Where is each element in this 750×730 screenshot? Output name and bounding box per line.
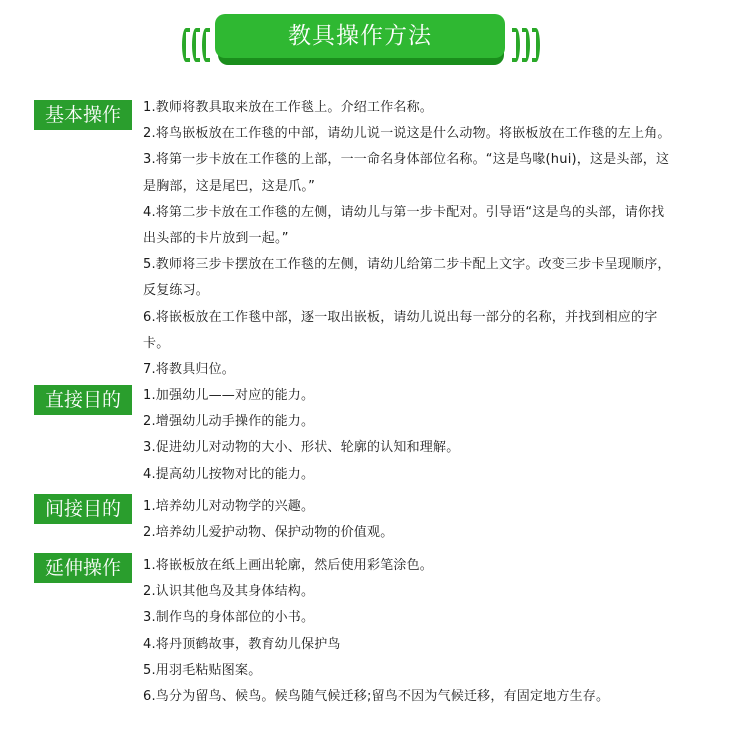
left-bracket-3 <box>202 28 210 62</box>
text-line: 2.增强幼儿动手操作的能力。 <box>143 414 315 430</box>
text-line: 1.教师将教具取来放在工作毯上。介绍工作名称。 <box>143 100 434 115</box>
right-bracket-3 <box>532 28 540 62</box>
left-bracket-2 <box>192 28 200 62</box>
section-label: 延伸操作 <box>34 553 132 583</box>
text-line: 4.将第二步卡放在工作毯的左侧，请幼儿与第一步卡配对。引导语“这是鸟的头部，请你找 <box>143 204 665 220</box>
right-bracket-1 <box>512 28 520 62</box>
text-line: 5.教师将三步卡摆放在工作毯的左侧，请幼儿给第二步卡配上文字。改变三步卡呈现顺序， <box>143 257 671 273</box>
text-line: 3.制作鸟的身体部位的小书。 <box>143 610 315 626</box>
text-line: 5.用羽毛粘贴图案。 <box>143 662 262 678</box>
text-line: 2.认识其他鸟及其身体结构。 <box>143 584 315 600</box>
section-label: 直接目的 <box>34 385 132 415</box>
section-lines <box>143 383 733 488</box>
text-line: 2.培养幼儿爱护动物、保护动物的价值观。 <box>143 525 394 541</box>
left-bracket-1 <box>182 28 190 62</box>
text-line: 4.提高幼儿按物对比的能力。 <box>143 466 315 482</box>
text-line: 反复练习。 <box>143 283 210 299</box>
text-line: 7.将教具归位。 <box>143 361 236 377</box>
text-line: 1.加强幼儿——对应的能力。 <box>143 388 315 403</box>
text-line: 1.将嵌板放在纸上画出轮廓，然后使用彩笔涂色。 <box>143 558 434 573</box>
section-lines <box>143 553 733 710</box>
text-line: 出头部的卡片放到一起。” <box>143 230 289 246</box>
text-line: 3.将第一步卡放在工作毯的上部，一一命名身体部位名称。“这是鸟喙(hui)，这是头部，这 <box>143 152 670 168</box>
section-label: 基本操作 <box>34 100 132 130</box>
page-header <box>180 14 542 64</box>
text-line: 卡。 <box>143 335 170 351</box>
text-line: 6.鸟分为留鸟、候鸟。候鸟随气候迁移;留鸟不因为气候迁移，有固定地方生存。 <box>143 688 610 704</box>
right-bracket-2 <box>522 28 530 62</box>
section-label: 间接目的 <box>34 494 132 524</box>
text-line: 3.促进幼儿对动物的大小、形状、轮廓的认知和理解。 <box>143 440 460 456</box>
text-line: 6.将嵌板放在工作毯中部，逐一取出嵌板，请幼儿说出每一部分的名称，并找到相应的字 <box>143 309 658 325</box>
text-line: 4.将丹顶鹤故事，教育幼儿保护鸟 <box>143 636 341 652</box>
page-title: 教具操作方法 <box>215 14 505 58</box>
section-lines <box>143 95 733 383</box>
text-line: 1.培养幼儿对动物学的兴趣。 <box>143 499 315 514</box>
text-line: 是胸部，这是尾巴，这是爪。” <box>143 178 316 194</box>
section-lines <box>143 494 733 546</box>
text-line: 2.将鸟嵌板放在工作毯的中部，请幼儿说一说这是什么动物。将嵌板放在工作毯的左上角。 <box>143 126 671 142</box>
